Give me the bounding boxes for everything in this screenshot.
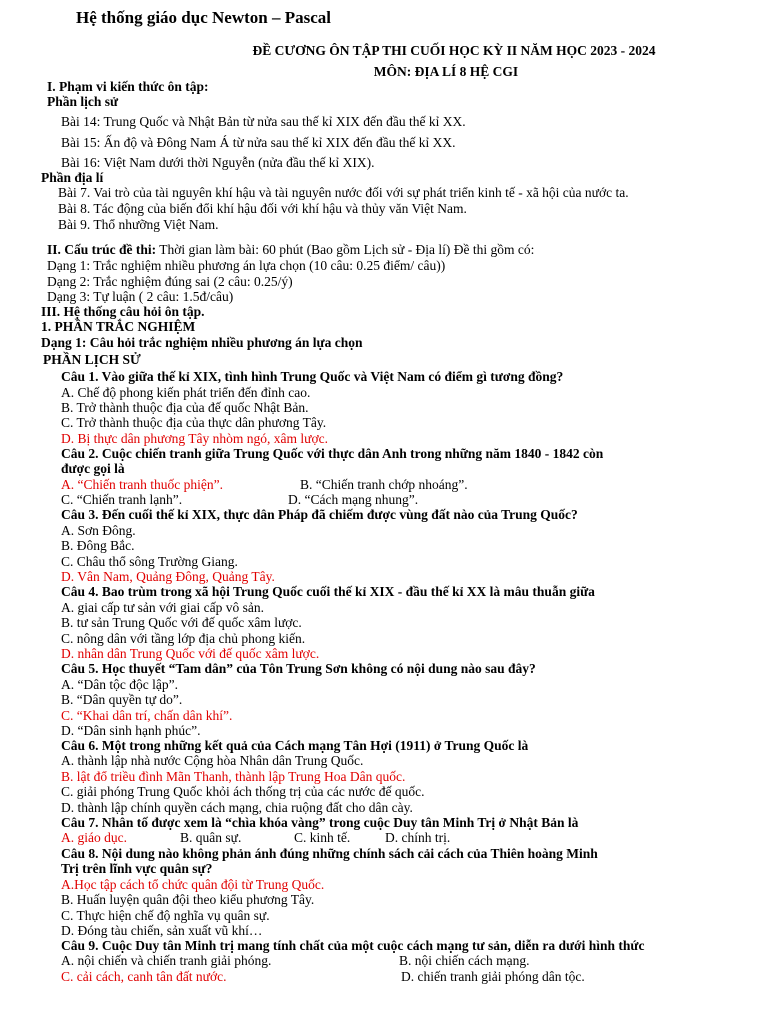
scope-geography-item: Bài 9. Thổ nhưỡng Việt Nam. bbox=[58, 217, 219, 232]
answer-option: B. Đông Bắc. bbox=[61, 538, 135, 553]
question-system-heading: III. Hệ thống câu hỏi ôn tập. bbox=[41, 304, 205, 319]
history-part-heading: Phần lịch sử bbox=[47, 94, 119, 109]
subject-line: MÔN: ĐỊA LÍ 8 HỆ CGI bbox=[373, 64, 519, 79]
answer-option: A. “Dân tộc độc lập”. bbox=[61, 677, 178, 692]
question-type-heading: Dạng 1: Câu hỏi trắc nghiệm nhiều phương án lựa chọn bbox=[41, 335, 363, 350]
correct-answer-option: C. cải cách, canh tân đất nước. bbox=[61, 969, 227, 984]
scope-history-item: Bài 16: Việt Nam dưới thời Nguyễn (nửa đầu thế kỉ XIX). bbox=[61, 155, 375, 170]
answer-option: D. chiến tranh giải phóng dân tộc. bbox=[401, 969, 585, 984]
geography-part-heading: Phần địa lí bbox=[41, 170, 104, 185]
answer-option: A. Chế độ phong kiến phát triển đến đỉnh cao. bbox=[61, 385, 311, 400]
scope-history-item: Bài 14: Trung Quốc và Nhật Bản từ nửa sau thế kỉ XIX đến đầu thế kỉ XX. bbox=[61, 114, 466, 129]
question-text: Câu 1. Vào giữa thế kỉ XIX, tình hình Trung Quốc và Việt Nam có điểm gì tương đồng? bbox=[61, 369, 564, 384]
correct-answer-option: A.Học tập cách tổ chức quân đội từ Trung Quốc. bbox=[61, 877, 325, 892]
question-text: Câu 9. Cuộc Duy tân Minh trị mang tính chất của một cuộc cách mạng tư sản, diễn ra dưới hình thức bbox=[61, 938, 645, 953]
correct-answer-option: C. “Khai dân trí, chấn dân khí”. bbox=[61, 708, 233, 723]
answer-option: B. Huấn luyện quân đội theo kiểu phương Tây. bbox=[61, 892, 315, 907]
answer-option: B. “Dân quyền tự do”. bbox=[61, 692, 183, 707]
question-text: Câu 8. Nội dung nào không phản ánh đúng những chính sách cải cách của Thiên hoàng Minh bbox=[61, 846, 598, 861]
question-text: Trị trên lĩnh vực quân sự? bbox=[61, 861, 213, 876]
answer-option: C. giải phóng Trung Quốc khỏi ách thống trị của các nước đế quốc. bbox=[61, 784, 425, 799]
correct-answer-option: B. lật đổ triều đình Mãn Thanh, thành lập Trung Hoa Dân quốc. bbox=[61, 769, 406, 784]
answer-option: C. kinh tế. bbox=[294, 830, 351, 845]
answer-option: B. nội chiến cách mạng. bbox=[399, 953, 530, 968]
answer-option: C. Châu thổ sông Trường Giang. bbox=[61, 554, 238, 569]
answer-option: C. Thực hiện chế độ nghĩa vụ quân sự. bbox=[61, 908, 270, 923]
answer-option: D. Đóng tàu chiến, sản xuất vũ khí… bbox=[61, 923, 263, 938]
question-text: Câu 6. Một trong những kết quả của Cách mạng Tân Hợi (1911) ở Trung Quốc là bbox=[61, 738, 529, 753]
question-text: Câu 5. Học thuyết “Tam dân” của Tôn Trung Sơn không có nội dung nào sau đây? bbox=[61, 661, 536, 676]
answer-option: C. nông dân với tầng lớp địa chủ phong kiến. bbox=[61, 631, 306, 646]
answer-option: D. “Dân sinh hạnh phúc”. bbox=[61, 723, 201, 738]
answer-option: D. chính trị. bbox=[385, 830, 451, 845]
structure-intro: Thời gian làm bài: 60 phút (Bao gồm Lịch sử - Địa lí) Đề thi gồm có: bbox=[156, 242, 535, 257]
structure-line bbox=[47, 242, 534, 258]
structure-heading: II. Cấu trúc đề thi: bbox=[47, 242, 157, 257]
correct-answer-option: A. giáo dục. bbox=[61, 830, 127, 845]
answer-option: A. Sơn Đông. bbox=[61, 523, 136, 538]
question-text: Câu 4. Bao trùm trong xã hội Trung Quốc cuối thế kỉ XIX - đầu thế kỉ XX là mâu thuẫn giữa bbox=[61, 584, 595, 599]
exam-type-line: Dạng 3: Tự luận ( 2 câu: 1.5đ/câu) bbox=[47, 289, 234, 304]
answer-option: B. Trở thành thuộc địa của đế quốc Nhật Bản. bbox=[61, 400, 309, 415]
answer-option: A. giai cấp tư sản với giai cấp vô sản. bbox=[61, 600, 265, 615]
question-text: Câu 3. Đến cuối thế kỉ XIX, thực dân Pháp đã chiếm được vùng đất nào của Trung Quốc? bbox=[61, 507, 578, 522]
correct-answer-option: D. nhân dân Trung Quốc với đế quốc xâm lược. bbox=[61, 646, 320, 661]
question-text: Câu 2. Cuộc chiến tranh giữa Trung Quốc với thực dân Anh trong những năm 1840 - 1842 còn bbox=[61, 446, 604, 461]
correct-answer-option: D. Bị thực dân phương Tây nhòm ngó, xâm lược. bbox=[61, 431, 328, 446]
exam-type-line: Dạng 1: Trắc nghiệm nhiều phương án lựa chọn (10 câu: 0.25 điểm/ câu)) bbox=[47, 258, 446, 273]
correct-answer-option: A. “Chiến tranh thuốc phiện”. bbox=[61, 477, 223, 492]
answer-option: A. thành lập nhà nước Cộng hòa Nhân dân Trung Quốc. bbox=[61, 753, 364, 768]
scope-heading: I. Phạm vi kiến thức ôn tập: bbox=[47, 79, 209, 94]
answer-option: C. “Chiến tranh lạnh”. bbox=[61, 492, 183, 507]
school-name: Hệ thống giáo dục Newton – Pascal bbox=[76, 8, 331, 27]
answer-option: D. thành lập chính quyền cách mạng, chia ruộng đất cho dân cày. bbox=[61, 800, 413, 815]
answer-option: B. “Chiến tranh chớp nhoáng”. bbox=[300, 477, 468, 492]
history-section-heading: PHẦN LỊCH SỬ bbox=[43, 352, 141, 367]
exam-type-line: Dạng 2: Trắc nghiệm đúng sai (2 câu: 0.25/ý) bbox=[47, 274, 293, 289]
document-title: ĐỀ CƯƠNG ÔN TẬP THI CUỐI HỌC KỲ II NĂM HỌC 2023 - 2024 bbox=[252, 43, 656, 58]
question-text: được gọi là bbox=[61, 461, 125, 476]
scope-geography-item: Bài 8. Tác động của biến đổi khí hậu đối với khí hậu và thủy văn Việt Nam. bbox=[58, 201, 467, 216]
answer-option: D. “Cách mạng nhung”. bbox=[288, 492, 419, 507]
answer-option: B. tư sản Trung Quốc với đế quốc xâm lược. bbox=[61, 615, 302, 630]
answer-option: B. quân sự. bbox=[180, 830, 242, 845]
correct-answer-option: D. Vân Nam, Quảng Đông, Quảng Tây. bbox=[61, 569, 275, 584]
answer-option: C. Trở thành thuộc địa của thực dân phương Tây. bbox=[61, 415, 327, 430]
multiple-choice-part-heading: 1. PHẦN TRẮC NGHIỆM bbox=[41, 319, 196, 334]
scope-geography-item: Bài 7. Vai trò của tài nguyên khí hậu và tài nguyên nước đối với sự phát triển kinh tế - xã hội của nước ta. bbox=[58, 185, 629, 200]
question-text: Câu 7. Nhân tố được xem là “chìa khóa vàng” trong cuộc Duy tân Minh Trị ở Nhật Bản là bbox=[61, 815, 579, 830]
answer-option: A. nội chiến và chiến tranh giải phóng. bbox=[61, 953, 272, 968]
scope-history-item: Bài 15: Ấn độ và Đông Nam Á từ nửa sau thế kỉ XIX đến đầu thế kỉ XX. bbox=[61, 135, 456, 150]
